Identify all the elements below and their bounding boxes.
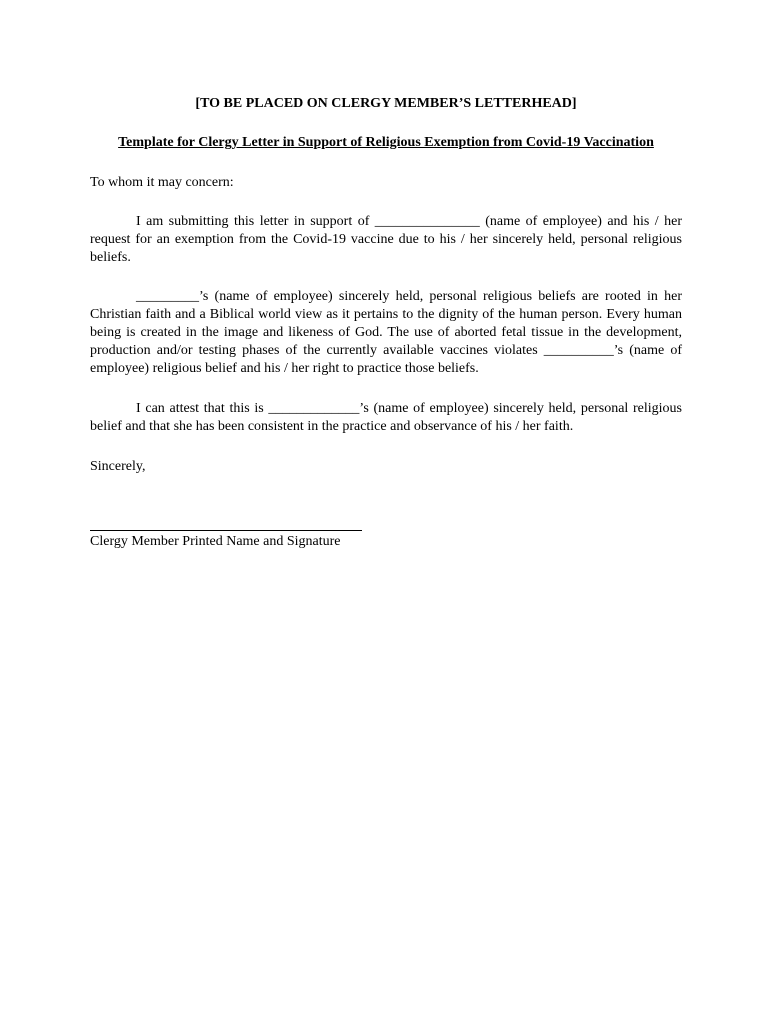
paragraph-religious-beliefs: _________’s (name of employee) sincerely held, personal religious beliefs are rooted in her Christian faith and a Biblical world view as it pertains to the dignity of the human person. Every human being is created in the image and likeness of God. The use of aborted fetal tissue in the development, production and/or testing phases of the currently available vaccines violates __________’s (name of employee) religious belief and his / her right to practice those beliefs. (90, 289, 682, 376)
letter-page (90, 95, 682, 551)
closing: Sincerely, (90, 459, 146, 474)
letterhead-placeholder: [TO BE PLACED ON CLERGY MEMBER’S LETTERHEAD] (195, 96, 577, 111)
salutation: To whom it may concern: (90, 175, 234, 190)
signature-label: Clergy Member Printed Name and Signature (90, 534, 341, 549)
signature-line (90, 530, 362, 531)
paragraph-support-request: I am submitting this letter in support of _______________ (name of employee) and his / her request for an exemption from the Covid-19 vaccine due to his / her sincerely held, personal religious beliefs. (90, 214, 682, 265)
document-title: Template for Clergy Letter in Support of Religious Exemption from Covid-19 Vaccination (118, 135, 654, 150)
paragraph-attestation: I can attest that this is _____________’s (name of employee) sincerely held, personal religious belief and that she has been consistent in the practice and observance of his / her faith. (90, 401, 682, 434)
